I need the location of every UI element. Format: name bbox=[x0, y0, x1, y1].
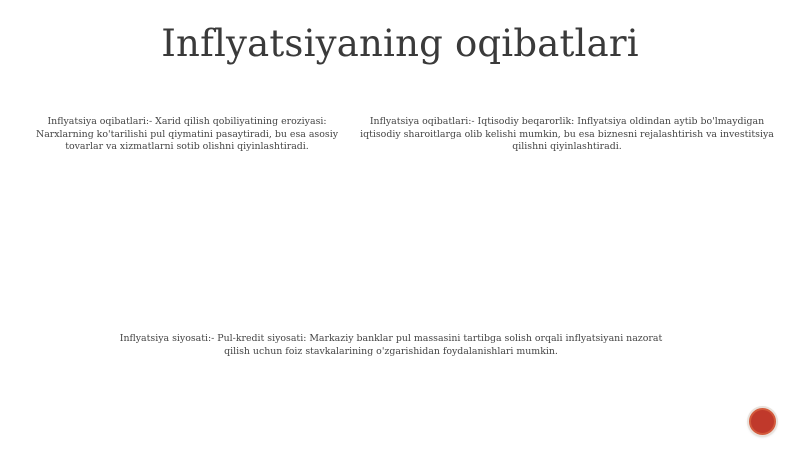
next-slide-button[interactable] bbox=[749, 408, 776, 435]
paragraph-erosion: Inflyatsiya oqibatlari:- Xarid qilish qobiliyatining eroziyasi: Narxlarning ko'tarilishi pul qiymatini pasaytiradi, bu esa asosiy tovarlar va xizmatlarni sotib olishni qiyinlashtiradi. bbox=[35, 116, 338, 152]
paragraph-monetary-policy: Inflyatsiya siyosati:- Pul-kredit siyosati: Markaziy banklar pul massasini tartibga solish orqali inflyatsiyani nazorat qilish uchun foiz stavkalarining o'zgarishidan foydalanishlari mumkin. bbox=[119, 333, 663, 357]
paragraph-instability: Inflyatsiya oqibatlari:- Iqtisodiy beqarorlik: Inflyatsiya oldindan aytib bo'lmaydigan iqtisodiy sharoitlarga olib kelishi mumkin, bu esa biznesni rejalashtirish va investitsiya qilishni qiyinlashtiradi. bbox=[360, 116, 774, 152]
slide-title: Inflyatsiyaning oqibatlari bbox=[161, 22, 639, 65]
